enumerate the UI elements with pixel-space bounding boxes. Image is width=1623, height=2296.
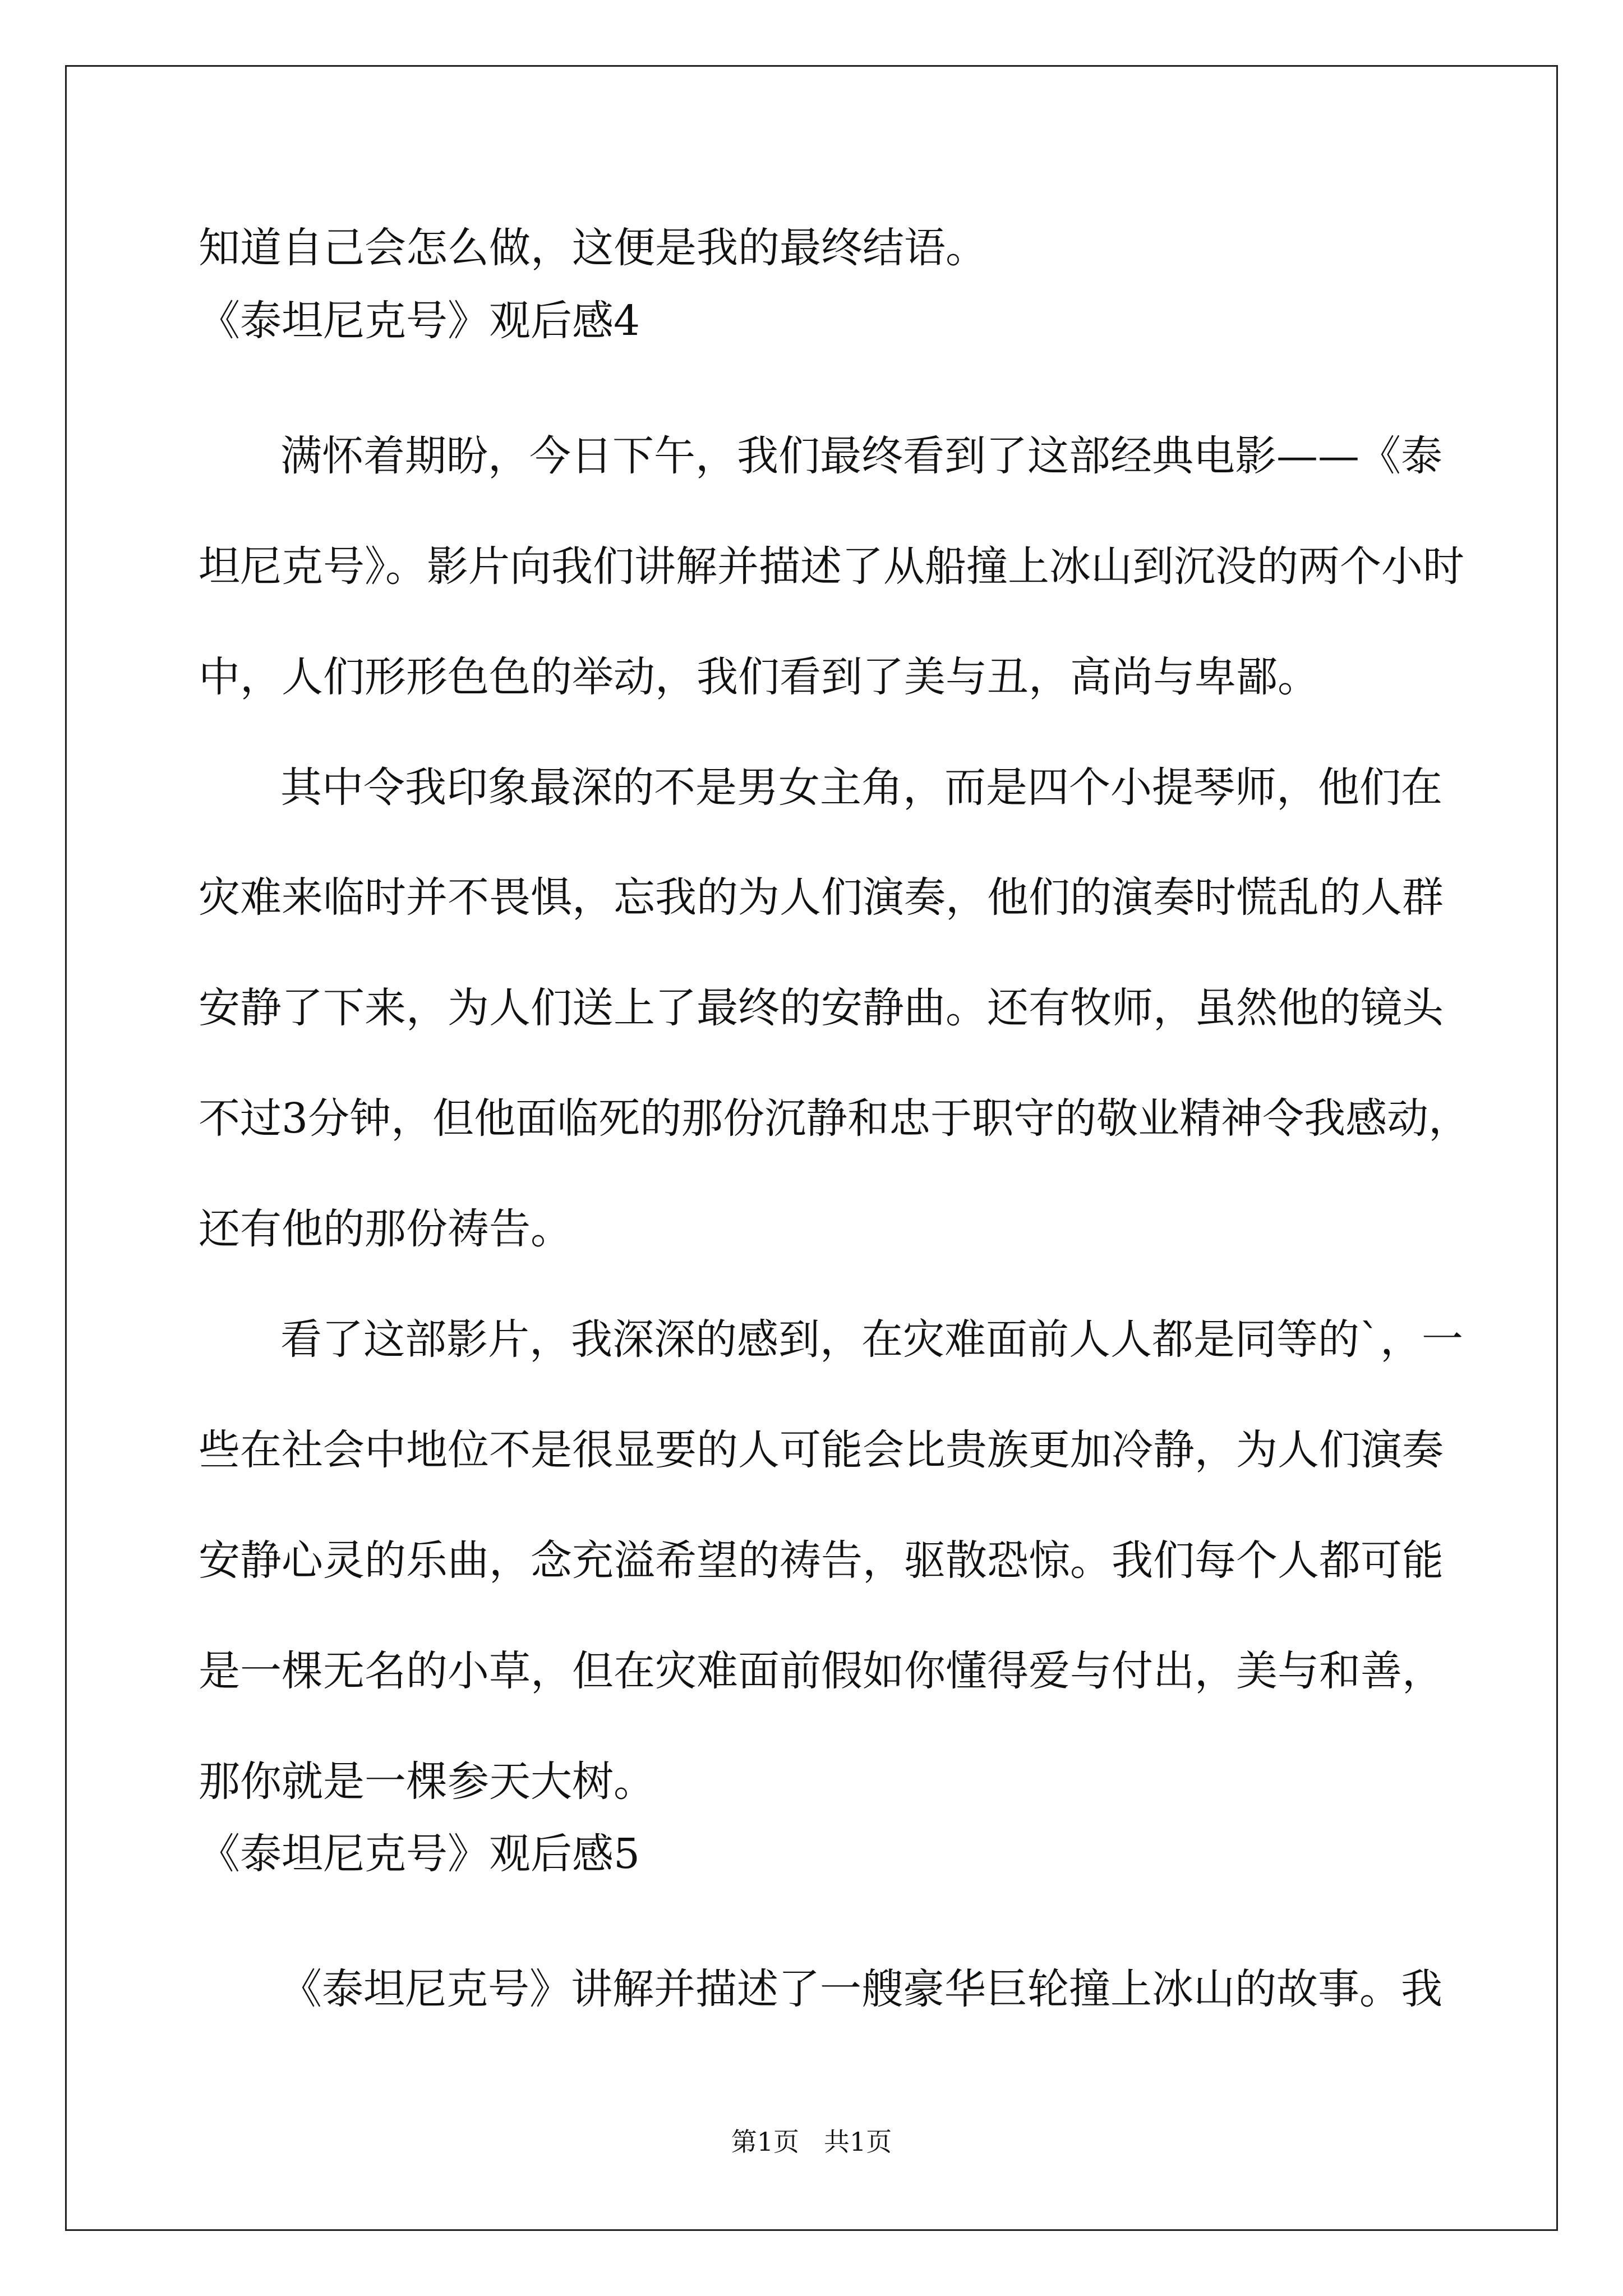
page-total: 共1页 <box>824 2127 892 2157</box>
text-line: 知道自己会怎么做，这便是我的最终结语。 <box>199 224 987 272</box>
text-line: 还有他的那份祷告。 <box>199 1205 572 1253</box>
section-heading: 《泰坦尼克号》观后感4 <box>199 297 640 345</box>
text-line: 些在社会中地位不是很显要的人可能会比贵族更加冷静，为人们演奏 <box>199 1426 1444 1474</box>
page-frame <box>65 65 1558 2231</box>
text-line: 不过3分钟，但他面临死的那份沉静和忠于职守的敬业精神令我感动， <box>199 1094 1470 1143</box>
text-line: 那你就是一棵参天大树。 <box>199 1757 655 1806</box>
page-number: 第1页 <box>731 2127 799 2157</box>
text-line: 《泰坦尼克号》讲解并描述了一艘豪华巨轮撞上冰山的故事。我 <box>280 1965 1442 2013</box>
text-line: 是一棵无名的小草，但在灾难面前假如你懂得爱与付出，美与和善， <box>199 1647 1444 1695</box>
text-line: 安静了下来，为人们送上了最终的安静曲。还有牧师，虽然他的镜头 <box>199 984 1444 1032</box>
page-footer <box>0 2125 1623 2159</box>
text-line: 满怀着期盼，今日下午，我们最终看到了这部经典电影——《泰 <box>280 432 1442 480</box>
section-heading: 《泰坦尼克号》观后感5 <box>199 1830 640 1878</box>
text-line: 其中令我印象最深的不是男女主角，而是四个小提琴师，他们在 <box>280 763 1442 812</box>
text-line: 安静心灵的乐曲，念充溢希望的祷告，驱散恐惊。我们每个人都可能 <box>199 1536 1444 1585</box>
text-line: 看了这部影片，我深深的感到，在灾难面前人人都是同等的`，一 <box>280 1315 1463 1364</box>
text-line: 坦尼克号》。影片向我们讲解并描述了从船撞上冰山到沉没的两个小时 <box>199 542 1464 591</box>
text-line: 灾难来临时并不畏惧，忘我的为人们演奏，他们的演奏时慌乱的人群 <box>199 873 1444 922</box>
text-line: 中，人们形形色色的举动，我们看到了美与丑，高尚与卑鄙。 <box>199 653 1319 701</box>
